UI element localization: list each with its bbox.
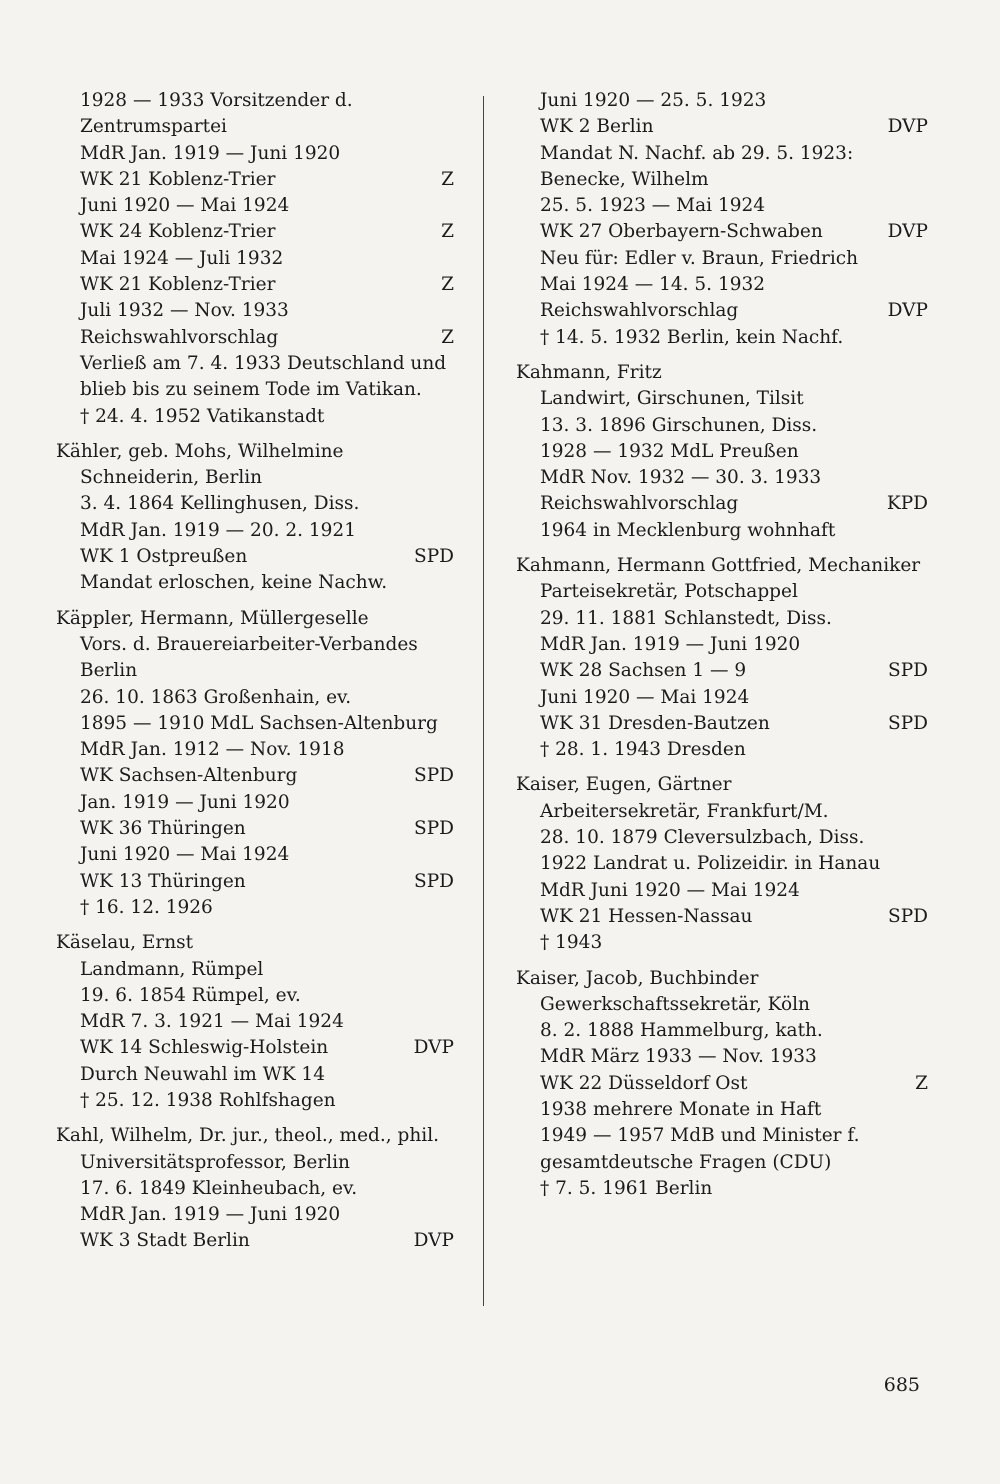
- line-text: MdR Jan. 1919 — Juni 1920: [540, 633, 801, 655]
- line-text: † 16. 12. 1926: [80, 896, 213, 918]
- entry-line: [516, 219, 928, 245]
- entry-line: [56, 957, 454, 983]
- entry-line: [56, 167, 454, 193]
- column-divider: [483, 96, 484, 1306]
- biography-entry: [56, 606, 454, 922]
- line-text: WK 36 Thüringen: [80, 818, 246, 840]
- entry-line: [56, 737, 454, 763]
- entry-line: [56, 869, 454, 895]
- line-text: 1895 — 1910 MdL Sachsen-Altenburg: [80, 712, 438, 734]
- line-text: 1922 Landrat u. Polizeidir. in Hanau: [540, 853, 881, 875]
- line-text: Reichswahlvorschlag: [80, 326, 279, 348]
- entry-line: [516, 904, 928, 930]
- entry-line: [516, 992, 928, 1018]
- entry-line: [56, 570, 454, 596]
- party-label: SPD: [414, 546, 454, 568]
- line-text: 1964 in Mecklenburg wohnhaft: [540, 519, 836, 541]
- line-text: Kähler, geb. Mohs, Wilhelmine: [56, 440, 344, 462]
- line-text: Käselau, Ernst: [56, 932, 194, 954]
- entry-line: [516, 606, 928, 632]
- party-label: DVP: [887, 116, 928, 138]
- entry-line: [516, 114, 928, 140]
- line-text: 28. 10. 1879 Cleversulzbach, Diss.: [540, 827, 865, 849]
- entry-line: [56, 325, 454, 351]
- entry-line: [56, 246, 454, 272]
- entry-line: [56, 685, 454, 711]
- line-text: WK 27 Oberbayern-Schwaben: [540, 221, 823, 243]
- line-text: † 14. 5. 1932 Berlin, kein Nachf.: [540, 326, 844, 348]
- entry-line: [56, 763, 454, 789]
- entry-line: [516, 1044, 928, 1070]
- entry-line: [56, 1035, 454, 1061]
- entry-line: [56, 491, 454, 517]
- entry-line: [516, 439, 928, 465]
- party-label: SPD: [888, 712, 928, 734]
- line-text: Reichswahlvorschlag: [540, 493, 739, 515]
- line-text: gesamtdeutsche Fragen (CDU): [540, 1151, 832, 1173]
- line-text: Landwirt, Girschunen, Tilsit: [540, 388, 804, 410]
- line-text: Benecke, Wilhelm: [540, 168, 709, 190]
- entry-line: [516, 1150, 928, 1176]
- line-text: † 7. 5. 1961 Berlin: [540, 1177, 713, 1199]
- line-text: 8. 2. 1888 Hammelburg, kath.: [540, 1020, 823, 1042]
- line-text: MdR Jan. 1919 — 20. 2. 1921: [80, 519, 356, 541]
- page-number: 685: [883, 1374, 920, 1396]
- entry-line: [516, 825, 928, 851]
- line-text: Berlin: [80, 660, 138, 682]
- line-text: WK 31 Dresden-Bautzen: [540, 712, 770, 734]
- entry-line: [516, 272, 928, 298]
- line-text: MdR Jan. 1919 — Juni 1920: [80, 142, 341, 164]
- entry-line: [56, 193, 454, 219]
- line-text: blieb bis zu seinem Tode im Vatikan.: [80, 379, 422, 401]
- line-text: Reichswahlvorschlag: [540, 300, 739, 322]
- party-label: SPD: [414, 870, 454, 892]
- right-column: [516, 88, 928, 1211]
- entry-line: [516, 878, 928, 904]
- entry-line: [56, 518, 454, 544]
- entry-line: [56, 1088, 454, 1114]
- entry-line: [516, 1018, 928, 1044]
- line-text: Vors. d. Brauereiarbeiter-Verbandes: [80, 633, 418, 655]
- line-text: Neu für: Edler v. Braun, Friedrich: [540, 247, 859, 269]
- line-text: WK 1 Ostpreußen: [80, 546, 248, 568]
- line-text: 1938 mehrere Monate in Haft: [540, 1098, 822, 1120]
- entry-line: [516, 193, 928, 219]
- line-text: Mai 1924 — 14. 5. 1932: [540, 274, 766, 296]
- line-text: 29. 11. 1881 Schlanstedt, Diss.: [540, 607, 832, 629]
- party-label: Z: [441, 168, 454, 190]
- entry-line: [516, 1123, 928, 1149]
- line-text: Käppler, Hermann, Müllergeselle: [56, 607, 369, 629]
- line-text: WK 24 Koblenz-Trier: [80, 221, 276, 243]
- line-text: WK Sachsen-Altenburg: [80, 765, 298, 787]
- party-label: Z: [441, 221, 454, 243]
- biography-entry: [516, 772, 928, 956]
- line-text: Verließ am 7. 4. 1933 Deutschland und: [80, 352, 447, 374]
- entry-line: [56, 351, 454, 377]
- line-text: 13. 3. 1896 Girschunen, Diss.: [540, 414, 818, 436]
- line-text: Landmann, Rümpel: [80, 958, 264, 980]
- line-text: Mai 1924 — Juli 1932: [80, 247, 284, 269]
- entry-line: [516, 1176, 928, 1202]
- biography-entry: [516, 966, 928, 1203]
- entry-line: [56, 790, 454, 816]
- entry-line: [516, 167, 928, 193]
- entry-line: [56, 544, 454, 570]
- line-text: Kahmann, Hermann Gottfried, Mechaniker: [516, 555, 921, 577]
- line-text: WK 21 Koblenz-Trier: [80, 274, 276, 296]
- line-text: 25. 5. 1923 — Mai 1924: [540, 195, 766, 217]
- entry-heading-line: [516, 966, 928, 992]
- party-label: DVP: [413, 1037, 454, 1059]
- entry-line: [516, 632, 928, 658]
- entry-line: [56, 272, 454, 298]
- line-text: Juni 1920 — 25. 5. 1923: [540, 90, 767, 111]
- biography-entry: [516, 360, 928, 544]
- line-text: Mandat N. Nachf. ab 29. 5. 1923:: [540, 142, 854, 164]
- line-text: Schneiderin, Berlin: [80, 467, 263, 489]
- entry-line: [56, 816, 454, 842]
- entry-line: [56, 88, 454, 114]
- entry-line: [56, 1228, 454, 1254]
- biography-entry: [56, 930, 454, 1114]
- entry-line: [516, 88, 928, 114]
- line-text: Arbeitersekretär, Frankfurt/M.: [540, 800, 829, 822]
- line-text: WK 2 Berlin: [540, 116, 654, 138]
- entry-line: [56, 1176, 454, 1202]
- line-text: † 1943: [540, 932, 603, 954]
- biography-entry: [56, 88, 454, 430]
- entry-line: [56, 895, 454, 921]
- party-label: SPD: [888, 905, 928, 927]
- entry-line: [516, 386, 928, 412]
- line-text: Kahmann, Fritz: [516, 361, 662, 383]
- entry-line: [56, 219, 454, 245]
- line-text: 1928 — 1933 Vorsitzender d.: [80, 90, 353, 111]
- entry-line: [56, 141, 454, 167]
- entry-line: [56, 465, 454, 491]
- entry-line: [56, 1150, 454, 1176]
- entry-heading-line: [56, 439, 454, 465]
- entry-line: [56, 377, 454, 403]
- entry-line: [56, 1202, 454, 1228]
- line-text: Kaiser, Eugen, Gärtner: [516, 774, 732, 796]
- entry-line: [56, 632, 454, 658]
- line-text: MdR Jan. 1919 — Juni 1920: [80, 1204, 341, 1226]
- entry-line: [56, 114, 454, 140]
- entry-line: [516, 246, 928, 272]
- entry-line: [516, 658, 928, 684]
- party-label: SPD: [414, 818, 454, 840]
- line-text: MdR 7. 3. 1921 — Mai 1924: [80, 1011, 344, 1033]
- line-text: WK 21 Koblenz-Trier: [80, 168, 276, 190]
- biography-entry: [56, 1123, 454, 1254]
- line-text: Juli 1932 — Nov. 1933: [80, 300, 289, 322]
- party-label: DVP: [887, 221, 928, 243]
- entry-line: [516, 465, 928, 491]
- entry-heading-line: [516, 772, 928, 798]
- line-text: WK 14 Schleswig-Holstein: [80, 1037, 329, 1059]
- line-text: Kaiser, Jacob, Buchbinder: [516, 967, 759, 989]
- entry-line: [56, 983, 454, 1009]
- line-text: † 25. 12. 1938 Rohlfshagen: [80, 1089, 336, 1111]
- entry-line: [56, 298, 454, 324]
- entry-line: [516, 1071, 928, 1097]
- line-text: Zentrumspartei: [80, 116, 227, 138]
- entry-line: [516, 851, 928, 877]
- entry-line: [516, 325, 928, 351]
- entry-line: [56, 404, 454, 430]
- entry-line: [516, 413, 928, 439]
- line-text: Kahl, Wilhelm, Dr. jur., theol., med., phil.: [56, 1125, 439, 1147]
- line-text: WK 3 Stadt Berlin: [80, 1230, 250, 1252]
- line-text: 3. 4. 1864 Kellinghusen, Diss.: [80, 493, 360, 515]
- entry-line: [516, 930, 928, 956]
- entry-line: [516, 799, 928, 825]
- line-text: † 24. 4. 1952 Vatikanstadt: [80, 405, 325, 427]
- biography-entry: [516, 88, 928, 351]
- biography-entry: [516, 553, 928, 763]
- party-label: Z: [441, 274, 454, 296]
- entry-heading-line: [516, 553, 928, 579]
- party-label: Z: [915, 1072, 928, 1094]
- entry-line: [516, 518, 928, 544]
- line-text: 1949 — 1957 MdB und Minister f.: [540, 1125, 860, 1147]
- line-text: Jan. 1919 — Juni 1920: [80, 791, 290, 813]
- line-text: MdR Nov. 1932 — 30. 3. 1933: [540, 467, 822, 489]
- line-text: Juni 1920 — Mai 1924: [540, 686, 750, 708]
- line-text: Parteisekretär, Potschappel: [540, 581, 798, 603]
- line-text: WK 21 Hessen-Nassau: [540, 905, 753, 927]
- line-text: 17. 6. 1849 Kleinheubach, ev.: [80, 1177, 358, 1199]
- party-label: SPD: [414, 765, 454, 787]
- entry-line: [56, 1009, 454, 1035]
- entry-heading-line: [516, 360, 928, 386]
- line-text: 26. 10. 1863 Großenhain, ev.: [80, 686, 352, 708]
- line-text: WK 22 Düsseldorf Ost: [540, 1072, 748, 1094]
- party-label: DVP: [413, 1230, 454, 1252]
- line-text: Universitätsprofessor, Berlin: [80, 1151, 350, 1173]
- party-label: KPD: [886, 493, 928, 515]
- line-text: Mandat erloschen, keine Nachw.: [80, 572, 388, 594]
- entry-line: [516, 141, 928, 167]
- party-label: Z: [441, 326, 454, 348]
- biography-entry: [56, 439, 454, 597]
- line-text: Juni 1920 — Mai 1924: [80, 195, 290, 217]
- party-label: DVP: [887, 300, 928, 322]
- entry-heading-line: [56, 930, 454, 956]
- entry-line: [516, 711, 928, 737]
- entry-line: [516, 491, 928, 517]
- entry-heading-line: [56, 606, 454, 632]
- party-label: SPD: [888, 660, 928, 682]
- entry-line: [516, 737, 928, 763]
- line-text: MdR März 1933 — Nov. 1933: [540, 1046, 817, 1068]
- entry-line: [56, 711, 454, 737]
- entry-heading-line: [56, 1123, 454, 1149]
- line-text: MdR Jan. 1912 — Nov. 1918: [80, 739, 345, 761]
- entry-line: [56, 842, 454, 868]
- entry-line: [516, 579, 928, 605]
- entry-line: [516, 685, 928, 711]
- entry-line: [516, 1097, 928, 1123]
- entry-line: [56, 658, 454, 684]
- line-text: 19. 6. 1854 Rümpel, ev.: [80, 984, 301, 1006]
- line-text: WK 13 Thüringen: [80, 870, 246, 892]
- line-text: 1928 — 1932 MdL Preußen: [540, 440, 799, 462]
- line-text: WK 28 Sachsen 1 — 9: [540, 660, 747, 682]
- entry-line: [56, 1062, 454, 1088]
- line-text: † 28. 1. 1943 Dresden: [540, 739, 746, 761]
- line-text: Gewerkschaftssekretär, Köln: [540, 993, 810, 1015]
- line-text: Durch Neuwahl im WK 14: [80, 1063, 325, 1085]
- line-text: MdR Juni 1920 — Mai 1924: [540, 879, 800, 901]
- entry-line: [516, 298, 928, 324]
- line-text: Juni 1920 — Mai 1924: [80, 844, 290, 866]
- left-column: [56, 88, 454, 1264]
